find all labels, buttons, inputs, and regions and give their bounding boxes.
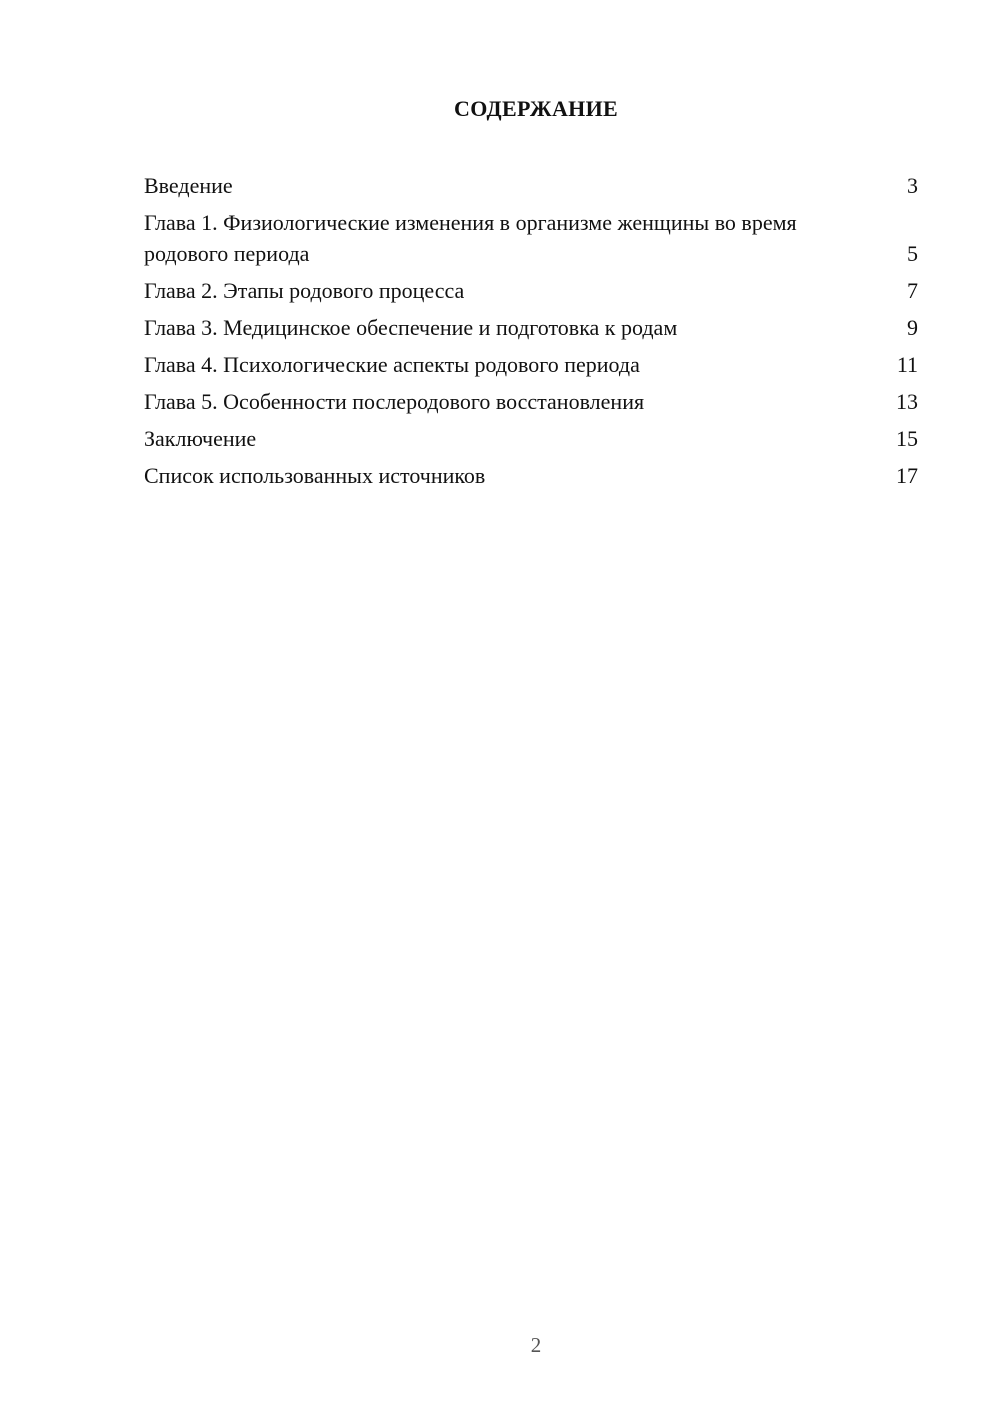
toc-entry-page: 3 (907, 173, 918, 198)
toc-entry-page: 13 (896, 389, 918, 414)
toc-entry-page: 17 (896, 463, 918, 488)
toc-entry-page: 9 (907, 315, 918, 340)
toc-entry-chapter-1 (144, 207, 920, 269)
toc-entry-chapter-2 (144, 275, 920, 306)
toc-entry-page: 7 (907, 278, 918, 303)
table-of-contents (144, 170, 920, 497)
toc-entry-chapter-3 (144, 312, 920, 343)
toc-entry-page: 15 (896, 426, 918, 451)
toc-entry-label: Глава 1. Физиологические изменения в организме женщины во время родового периода (144, 210, 797, 266)
toc-entry-label: Глава 5. Особенности послеродового восстановления (144, 389, 645, 414)
toc-entry-references (144, 460, 920, 491)
toc-entry-label: Глава 2. Этапы родового процесса (144, 278, 465, 303)
toc-entry-label: Введение (144, 173, 233, 198)
toc-entry-label: Заключение (144, 426, 257, 451)
toc-entry-conclusion (144, 423, 920, 454)
toc-entry-page: 11 (896, 352, 918, 377)
toc-entry-label: Глава 4. Психологические аспекты родового периода (144, 352, 640, 377)
toc-entry-label: Глава 3. Медицинское обеспечение и подготовка к родам (144, 315, 678, 340)
page-title: СОДЕРЖАНИЕ (454, 96, 618, 121)
toc-entry-chapter-4 (144, 349, 920, 380)
toc-entry-label: Список использованных источников (144, 463, 486, 488)
toc-entry-page: 5 (907, 241, 918, 266)
toc-entry-chapter-5 (144, 386, 920, 417)
toc-entry-introduction (144, 170, 920, 201)
page-number: 2 (530, 1333, 542, 1357)
